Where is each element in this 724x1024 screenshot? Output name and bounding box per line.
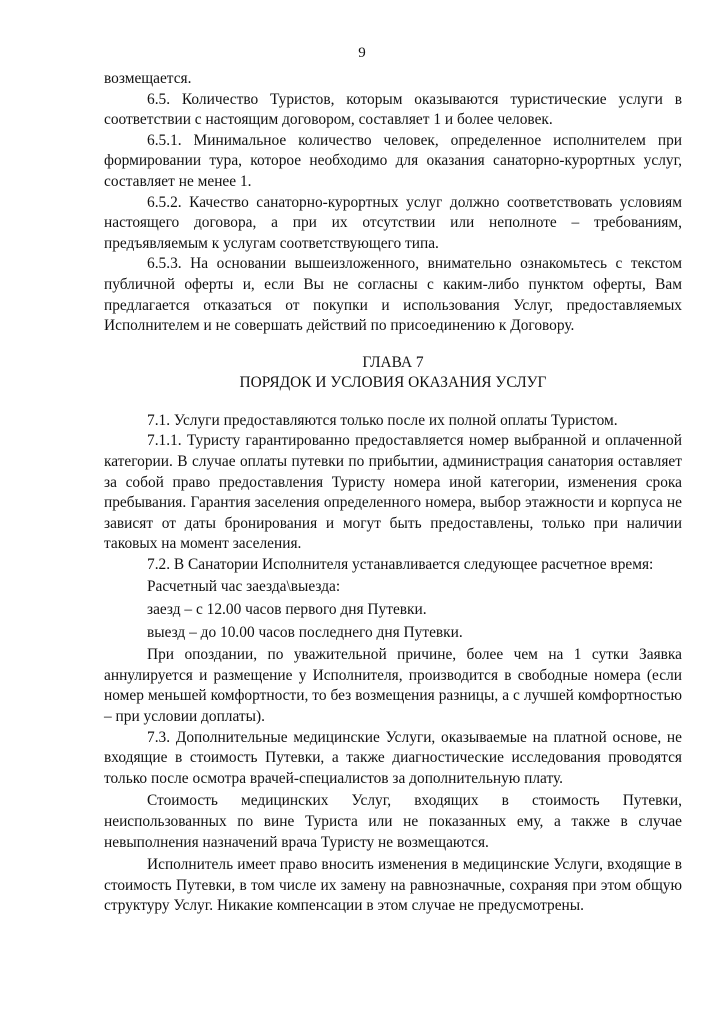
document-body <box>104 69 682 917</box>
chapter-number: ГЛАВА 7 <box>362 353 424 371</box>
paragraph-6-5-2: 6.5.2. Качество санаторно-курортных услуг должно соответствовать условиям настоящего договора, а при их отсутствии или неполноте – требованиям, предъявляемым к услугам соответствующего типа. <box>104 193 682 252</box>
paragraph-late-arrival: При опоздании, по уважительной причине, более чем на 1 сутки Заявка аннулируется и размещение у Исполнителя, производится в свободные номера (если номер меньшей комфортности, то без возмещения разницы, а с лучшей комфортностью – при условии доплаты). <box>104 646 682 726</box>
paragraph-6-5-1: 6.5.1. Минимальное количество человек, определенное исполнителем при формировании тура, которое необходимо для оказания санаторно-курортных услуг, составляет не менее 1. <box>104 131 682 190</box>
paragraph-unused-services: Стоимость медицинских Услуг, входящих в стоимость Путевки, неиспользованных по вине Туриста или не показанных ему, а также в случае невыполнения назначений врача Туристу не возмещаются. <box>104 792 682 851</box>
paragraph-7-3: 7.3. Дополнительные медицинские Услуги, оказываемые на платной основе, не входящие в стоимость Путевки, а также диагностические исследования проводятся только после осмотра врачей-специалистов за дополнительную плату. <box>104 728 682 787</box>
chapter-heading <box>104 353 682 393</box>
chapter-title: ПОРЯДОК И УСЛОВИЯ ОКАЗАНИЯ УСЛУГ <box>239 373 547 391</box>
paragraph-continuation: возмещается. <box>104 70 192 87</box>
checkout-time-heading: Расчетный час заезда\выезда: <box>147 578 341 596</box>
page-number: 9 <box>358 45 366 61</box>
paragraph-6-5-3: 6.5.3. На основании вышеизложенного, внимательно ознакомьтесь с текстом публичной оферты и, если Вы не согласны с каким-либо пунктом оферты, Вам предлагается отказаться от покупки и использования Услуг, предоставляемых Исполнителем и не совершать действий по присоединению к Договору. <box>104 255 682 335</box>
paragraph-6-5: 6.5. Количество Туристов, которым оказываются туристические услуги в соответствии с настоящим договором, составляет 1 и более человек. <box>104 90 682 129</box>
paragraph-7-1: 7.1. Услуги предоставляются только после их полной оплаты Туристом. <box>147 411 618 429</box>
check-in-time: заезд – с 12.00 часов первого дня Путевки. <box>147 601 427 619</box>
paragraph-7-2: 7.2. В Санатории Исполнителя устанавливается следующее расчетное время: <box>147 555 654 573</box>
paragraph-service-changes: Исполнитель имеет право вносить изменения в медицинские Услуги, входящие в стоимость Путевки, в том числе их замену на равнозначные, сохраняя при этом общую структуру Услуг. Никакие компенсации в этом случае не предусмотрены. <box>104 856 682 915</box>
check-out-time: выезд – до 10.00 часов последнего дня Путевки. <box>147 623 463 641</box>
paragraph-7-1-1: 7.1.1. Туристу гарантированно предоставляется номер выбранной и оплаченной категории. В случае оплаты путевки по прибытии, администрация санатория оставляет за собой право предоставления Туристу номера иной категории, изменения срока пребывания. Гарантия заселения определенного номера, выбор этажности и корпуса не зависят от даты бронирования и могут быть предоставлены, только при наличии таковых на момент заселения. <box>104 432 682 553</box>
